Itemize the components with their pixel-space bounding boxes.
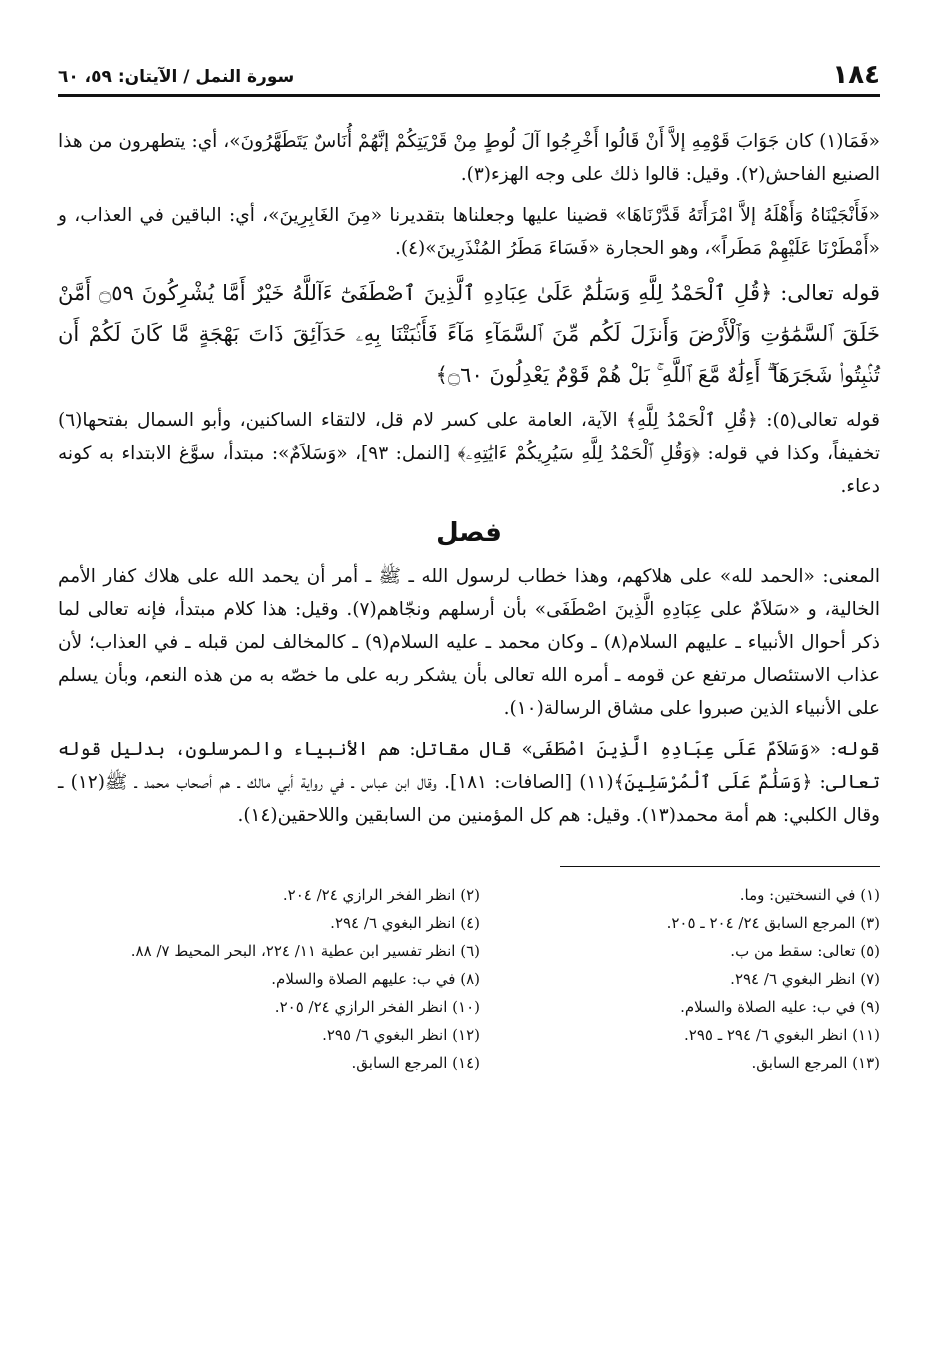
footnote: (١٣) المرجع السابق.: [751, 1054, 880, 1072]
paragraph: المعنى: «الحمد لله» على هلاكهم، وهذا خطاب لرسول الله ـ ﷺ ـ أمر أن يحمد الله على هلاك كفار الأمم الخالية، و «سَلاَمٌ على عِبَادِهِ الَّذِينَ اصْطَفَى» بأن أرسلهم ونجّاهم(٧). وقيل: هذا كلام مبتدأ، فإنه تعالى لما ذكر أحوال الأنبياء ـ عليهم السلام(٨) ـ وكان محمد ـ عليه السلام(٩) ـ كالمخالف لمن قبله ـ في العذاب؛ لأن عذاب الاستئصال مرتفع عن قومه ـ أمره الله تعالى بأن يشكر ربه على ما خصّه به من هذه النعم، وبأن يسلم على الأنبياء الذين صبروا على مشاق الرسالة(١٠).: [58, 566, 880, 719]
quran-verse-block: قوله تعالى: ﴿قُلِ ٱلْحَمْدُ لِلَّهِ وَسَلَٰمٌ عَلَىٰ عِبَادِهِ ٱلَّذِينَ ٱصْطَفَىٰٓ ءَآللَّهُ خَيْرٌ أَمَّا يُشْرِكُونَ ۝٥٩ أَمَّنْ خَلَقَ ٱلسَّمَٰوَٰتِ وَٱلْأَرْضَ وَأَنزَلَ لَكُم مِّنَ ٱلسَّمَآءِ مَآءً فَأَنۢبَتْنَا بِهِۦ حَدَآئِقَ ذَاتَ بَهْجَةٍ مَّا كَانَ لَكُمْ أَن تُنۢبِتُوا۟ شَجَرَهَآ ۗ أَءِلَٰهٌ مَّعَ ٱللَّهِ ۚ بَلْ هُمْ قَوْمٌ يَعْدِلُونَ ۝٦٠﴾: [58, 281, 880, 387]
footnote: (١٠) انظر الفخر الرازي ٢٤/ ٢٠٥.: [274, 998, 480, 1016]
running-title: سورة النمل / الآيتان: ٥٩، ٦٠: [58, 67, 295, 87]
footnote: (٦) انظر تفسير ابن عطية ١١/ ٢٢٤، البحر المحيط ٧/ ٨٨.: [130, 942, 480, 960]
footnote: (١) في النسختين: وما.: [739, 886, 880, 904]
paragraph: «فَأَنْجَيْنَاهُ وَأَهْلَهُ إلاَّ امْرَأَتَهُ قَدَّرْنَاهَا» قضينا عليها وجعلناها بتقديرنا «مِنَ الغَابِرِينَ»، أي: الباقين في العذاب، و «أَمْطَرْنَا عَلَيْهِمْ مَطَراً»، وهو الحجارة «فَسَاءَ مَطَرُ المُنْذَرِينَ»(٤).: [58, 205, 880, 259]
page-number: ١٨٤: [832, 60, 880, 90]
footnote: (٧) انظر البغوي ٦/ ٢٩٤.: [730, 970, 880, 988]
footnote: (١٤) المرجع السابق.: [351, 1054, 480, 1072]
footnote-separator: [560, 866, 880, 867]
paragraph: قوله تعالى(٥): ﴿قُلِ ٱلْحَمْدُ لِلَّهِ﴾ الآية، العامة على كسر لام قل، لالتقاء الساكنين، وأبو السمال بفتحها(٦) تخفيفاً، وكذا في قوله: ﴿وَقُلِ ٱلْحَمْدُ لِلَّهِ سَيُرِيكُمْ ءَايَٰتِهِۦ﴾ [النمل: ٩٣]، «وَسَلاَمٌ»: مبتدأ، سوَّغ الابتداء به كونه دعاء.: [58, 410, 880, 497]
footnote: (٢) انظر الفخر الرازي ٢٤/ ٢٠٤.: [282, 886, 480, 904]
paragraph: «فَمَا(١) كان جَوَابَ قَوْمِهِ إلاَّ أَنْ قَالُوا أَخْرِجُوا آلَ لُوطٍ مِنْ قَرْيَتِكُمْ إنَّهُمْ أُنَاسٌ يَتَطَهَّرُونَ»، أي: يتطهرون من هذا الصنيع الفاحش(٢). وقيل: قالوا ذلك على وجه الهزء(٣).: [58, 131, 880, 185]
paragraph: قوله: «وَسَلاَمٌ عَلَى عِبَادِهِ الَّذِينَ اصْطَفَى» قال مقاتل: هم الأنبياء والمرسلون، بدليل قوله تعالى: ﴿وَسَلَٰمٌ عَلَى ٱلْمُرْسَلِينَ﴾(١١) [الصافات: ١٨١]. وقال ابن عباس ـ في رواية أبي مالك ـ هم أصحاب محمد ـ ﷺ(١٢) ـ وقال الكلبي: هم أمة محمد(١٣). وقيل: هم كل المؤمنين من السابقين واللاحقين(١٤).: [58, 739, 880, 826]
main-text: [58, 125, 880, 832]
section-heading: فصل: [436, 518, 502, 548]
footnote: (٩) في ب: عليه الصلاة والسلام.: [680, 998, 880, 1016]
footnote: (٨) في ب: عليهم الصلاة والسلام.: [271, 970, 480, 988]
footnote: (٥) تعالى: سقط من ب.: [730, 942, 880, 960]
footnote: (٣) المرجع السابق ٢٤/ ٢٠٤ ـ ٢٠٥.: [666, 914, 880, 932]
footnote: (٤) انظر البغوي ٦/ ٢٩٤.: [330, 914, 480, 932]
footnote: (١١) انظر البغوي ٦/ ٢٩٤ ـ ٢٩٥.: [683, 1026, 880, 1044]
footnote: (١٢) انظر البغوي ٦/ ٢٩٥.: [322, 1026, 480, 1044]
page-header: [58, 50, 880, 97]
footnotes: [58, 881, 880, 1077]
document-page: [58, 50, 880, 1077]
